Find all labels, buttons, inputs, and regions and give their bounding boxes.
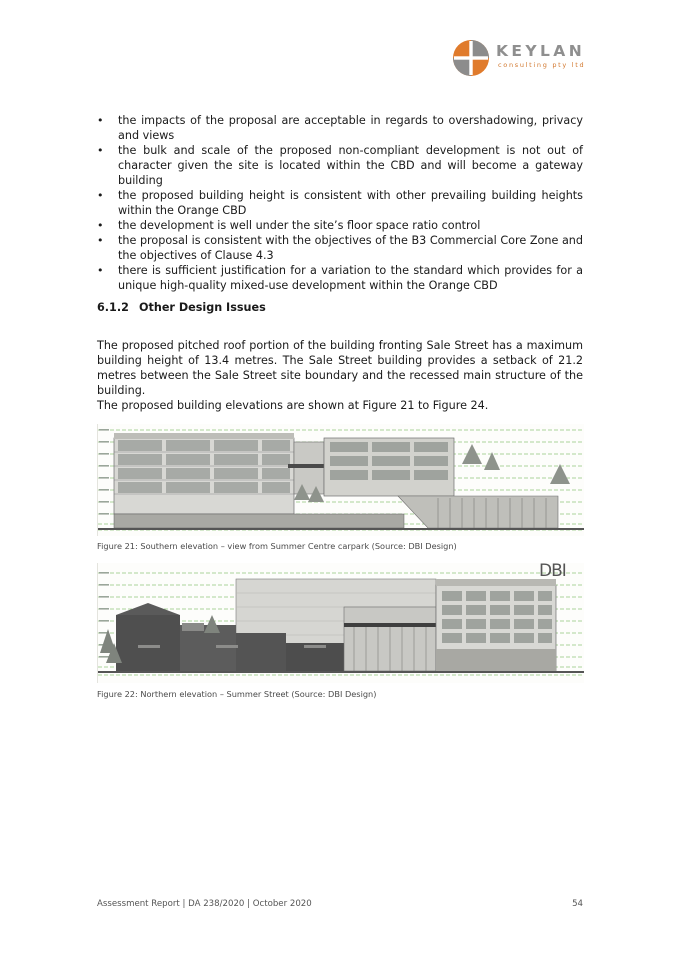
bullet-item: • there is sufficient justification for a variation to the standard which provides for a unique high-quality mixed-use development within the Orange CBD [97, 263, 583, 293]
keylan-logo-mark-icon [452, 39, 490, 77]
bullet-item: • the proposed building height is consistent with other prevailing building heights within the Orange CBD [97, 188, 583, 218]
figure-22-caption: Figure 22: Northern elevation – Summer Street (Source: DBI Design) [97, 689, 377, 699]
figure-southern-elevation [97, 424, 584, 536]
section-title: Other Design Issues [139, 301, 266, 314]
southern-elevation-drawing [98, 424, 584, 536]
body-paragraph: The proposed pitched roof portion of the building fronting Sale Street has a maximum building height of 13.4 metres. The Sale Street building provides a setback of 21.2 metres between the Sale Street site boundary and the recessed main structure of the building. [97, 339, 583, 397]
body-paragraph: The proposed building elevations are shown at Figure 21 to Figure 24. [97, 399, 489, 412]
bullet-item: • the development is well under the site’s floor space ratio control [97, 218, 583, 233]
logo-wordmark: KEYLAN [496, 42, 586, 60]
northern-elevation-drawing [98, 563, 584, 683]
figure-21-caption: Figure 21: Southern elevation – view from Summer Centre carpark (Source: DBI Design) [97, 541, 457, 551]
keylan-logo [452, 39, 592, 79]
bullet-item: • the impacts of the proposal are acceptable in regards to overshadowing, privacy and views [97, 113, 583, 143]
conclusion-bullet-list [97, 113, 583, 293]
section-number: 6.1.2 [97, 301, 129, 314]
footer-report-reference: Assessment Report | DA 238/2020 | October 2020 [97, 899, 312, 909]
page-number: 54 [572, 899, 583, 909]
dbi-watermark: DBI [539, 563, 566, 581]
figure-northern-elevation [97, 563, 584, 683]
bullet-item: • the proposal is consistent with the objectives of the B3 Commercial Core Zone and the objectives of Clause 4.3 [97, 233, 583, 263]
bullet-item: • the bulk and scale of the proposed non-compliant development is not out of character given the site is located within the CBD and will become a gateway building [97, 143, 583, 188]
section-heading [97, 300, 583, 315]
logo-tagline: consulting pty ltd [498, 61, 586, 69]
